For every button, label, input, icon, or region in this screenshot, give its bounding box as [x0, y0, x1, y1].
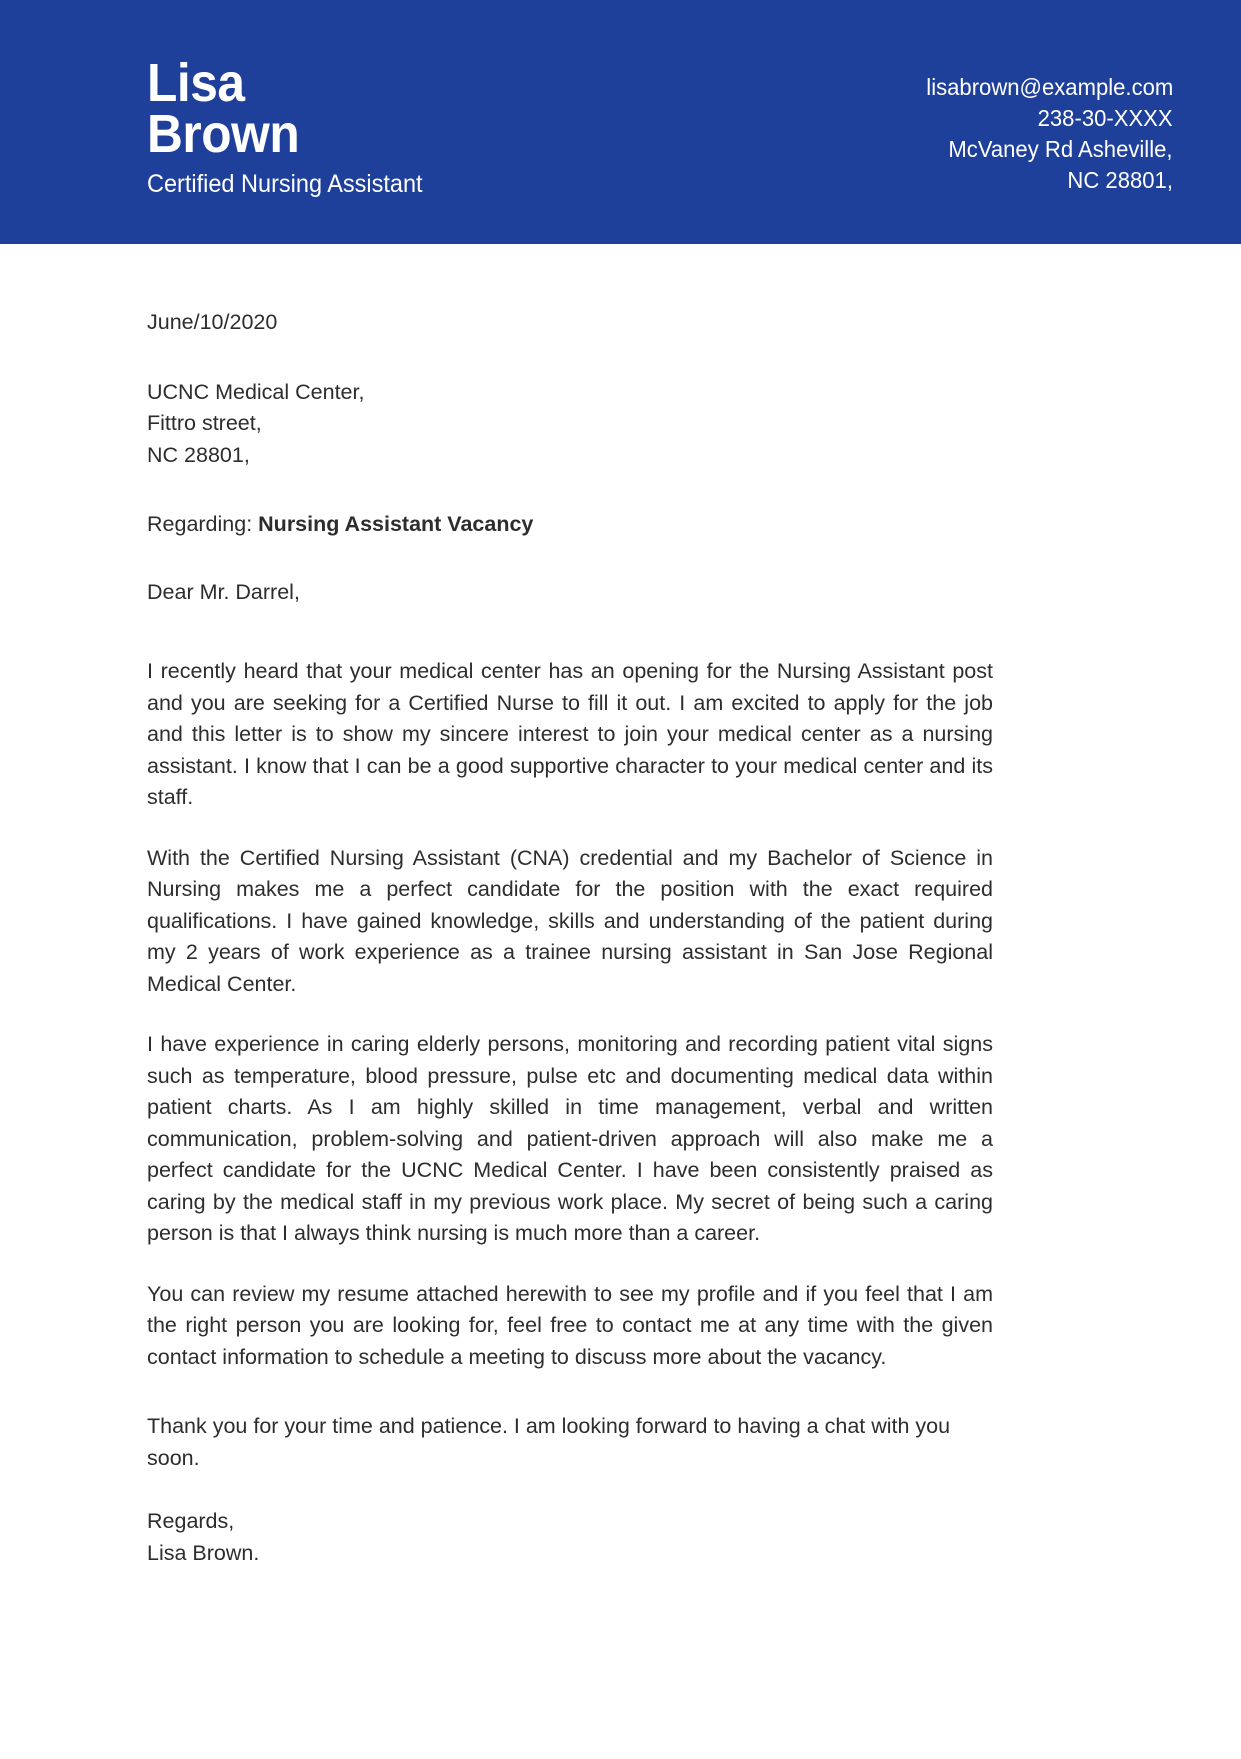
letter-paragraph: I have experience in caring elderly persons, monitoring and recording patient vital signs such as temperature, blood pressure, pulse etc and documenting medical data within patient charts. As I am highly skilled in time management, verbal and written communication, problem-solving and patient-driven approach will also make me a perfect candidate for the UCNC Medical Center. I have been consistently praised as caring by the medical staff in my previous work place. My secret of being such a caring person is that I always think nursing is much more than a career. — [147, 1032, 993, 1245]
signoff-name: Lisa Brown. — [147, 1540, 260, 1565]
regarding-line — [147, 509, 993, 541]
letter-body — [0, 307, 1241, 1569]
signoff-block — [147, 1506, 993, 1569]
contact-address-street: McVaney Rd Asheville, — [948, 136, 1173, 162]
contact-address-region: NC 28801, — [1067, 167, 1173, 193]
letter-paragraph: With the Certified Nursing Assistant (CNA) credential and my Bachelor of Science in Nursing makes me a perfect candidate for the position with the exact required qualifications. I have gained knowledge, skills and understanding of the patient during my 2 years of work experience as a trainee nursing assistant in San Jose Regional Medical Center. — [147, 845, 993, 996]
applicant-last-name: Brown — [147, 104, 300, 164]
recipient-region: NC 28801, — [147, 442, 250, 467]
contact-block — [916, 72, 1173, 196]
recipient-street: Fittro street, — [147, 411, 262, 435]
contact-email: lisabrown@example.com — [926, 74, 1173, 100]
closing-note: Thank you for your time and patience. I am looking forward to having a chat with you soon. — [147, 1414, 951, 1470]
recipient-organization: UCNC Medical Center, — [147, 379, 365, 404]
regarding-label: Regarding: — [147, 512, 259, 536]
signoff-greeting: Regards, — [147, 1509, 235, 1533]
applicant-job-title: Certified Nursing Assistant — [147, 170, 423, 198]
letter-paragraphs — [147, 656, 993, 1373]
letter-paragraph: I recently heard that your medical center has an opening for the Nursing Assistant post and you are seeking for a Certified Nurse to fill it out. I am excited to apply for the job and this letter is to show my sincere interest to join your medical center as a nursing assistant. I know that I can be a good supportive character to your medical center and its staff. — [147, 659, 993, 809]
regarding-subject: Nursing Assistant Vacancy — [258, 512, 534, 536]
letter-header — [0, 0, 1241, 244]
letter-paragraph: You can review my resume attached herewith to see my profile and if you feel that I am the right person you are looking for, feel free to contact me at any time with the given contact information to schedule a meeting to discuss more about the vacancy. — [147, 1281, 993, 1369]
applicant-identity — [147, 53, 440, 200]
applicant-first-name: Lisa — [147, 53, 245, 113]
letter-date: June/10/2020 — [147, 310, 278, 334]
recipient-address — [147, 377, 993, 472]
salutation: Dear Mr. Darrel, — [147, 579, 300, 604]
contact-phone: 238-30-XXXX — [1037, 105, 1173, 131]
